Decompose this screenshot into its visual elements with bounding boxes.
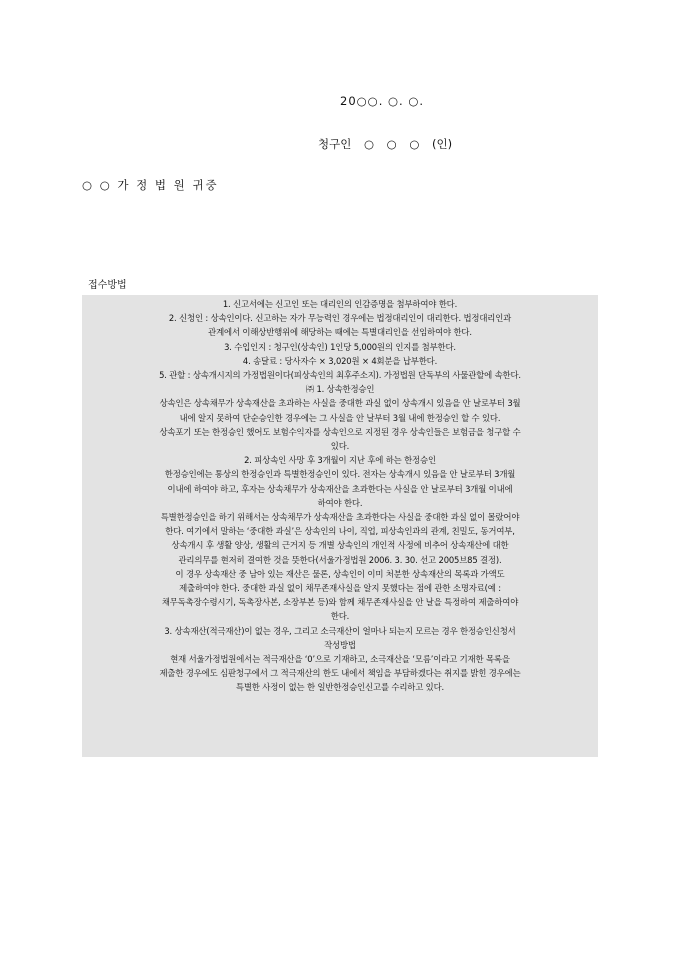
instruction-line: 이 경우 상속재산 중 남아 있는 재산은 물론, 상속인이 이미 처분한 상속재산의 목록과 가액도 xyxy=(175,568,505,579)
instruction-line: 한정승인에는 통상의 한정승인과 특별한정승인이 있다. 전자는 상속개시 있음을 안 날로부터 3개월 xyxy=(164,469,516,480)
instruction-line: 특별한정승인을 하기 위해서는 상속채무가 상속재산을 초과한다는 사실을 중대한 과실 없이 몰랐어야 xyxy=(160,512,520,523)
instruction-line: 1. 신고서에는 신고인 또는 대리인의 인감증명을 첨부하여야 한다. xyxy=(222,299,458,309)
instruction-line: 한다. 여기에서 말하는 ‘중대한 과실’은 상속인의 나이, 직업, 피상속인과의 관계, 친밀도, 동거여부, xyxy=(165,526,515,537)
filing-instructions-box xyxy=(82,295,598,757)
instruction-line: 현재 서울가정법원에서는 적극재산을 ‘0’으로 기재하고, 소극재산을 ‘모름’이라고 기재한 목록을 xyxy=(170,654,510,665)
instruction-line: 3. 상속재산(적극재산)이 없는 경우, 그리고 소극재산이 얼마나 되는지 모르는 경우 한정승인신청서 xyxy=(164,625,516,636)
instruction-line: 제출한 경우에도 심판청구에서 그 적극재산의 한도 내에서 책임을 부담하겠다는 취지를 밝힌 경우에는 xyxy=(159,668,521,679)
instruction-line: 제출하여야 한다. 중대한 과실 없이 채무존재사실을 알지 못했다는 점에 관한 소명자료(예 : xyxy=(179,583,501,594)
instruction-line: 4. 송달료 : 당사자수 × 3,020원 × 4회분을 납부한다. xyxy=(242,355,438,366)
instruction-line: 한다. xyxy=(330,611,350,622)
instruction-line: 관리의무를 현저히 결여한 것을 뜻한다(서울가정법원 2006. 3. 30. 선고 2005브85 결정). xyxy=(178,554,502,565)
instruction-line: 5. 관할 : 상속개시지의 가정법원이다(피상속인의 최후주소지). 가정법원 단독부의 사물관할에 속한다. xyxy=(159,370,521,381)
instruction-line: 작성방법 xyxy=(324,639,356,650)
instruction-line: 2. 신청인 : 상속인이다. 신고하는 자가 무능력인 경우에는 법정대리인이 대리한다. 법정대리인과 xyxy=(168,313,512,324)
instruction-line: 이내에 하여야 하고, 후자는 상속채무가 상속재산을 초과한다는 사실을 안 날로부터 3개월 이내에 xyxy=(167,483,513,494)
instruction-line: ㈜ 1. 상속한정승인 xyxy=(305,384,375,395)
instruction-line: 상속포기 또는 한정승인 했어도 보험수익자를 상속인으로 지정된 경우 상속인들은 보험금을 청구할 수 xyxy=(159,426,521,437)
instruction-line: 상속인은 상속채무가 상속재산을 초과하는 사실을 중대한 과실 없이 상속개시 있음을 안 날로부터 3월 xyxy=(159,398,521,409)
instruction-line: 상속개시 후 생활 양상, 생활의 근거지 등 개별 상속인의 개인적 사정에 비추어 상속재산에 대한 xyxy=(171,540,509,551)
court-addressee: ○ ○ 가 정 법 원 귀중 xyxy=(82,178,219,192)
applicant-signature-line: 청구인 ○ ○ ○ (인) xyxy=(318,137,453,151)
section-title: 접수방법 xyxy=(88,280,127,291)
instruction-line: 특별한 사정이 없는 한 일반한정승인신고를 수리하고 있다. xyxy=(235,682,445,693)
instruction-line: 내에 알지 못하여 단순승인한 경우에는 그 사실을 안 날부터 3월 내에 한정승인 할 수 있다. xyxy=(179,412,501,423)
instruction-line: 있다. xyxy=(330,441,350,452)
date-line: 20○○. ○. ○. xyxy=(340,94,425,108)
instruction-line: 관계에서 이해상반행위에 해당하는 때에는 특별대리인을 선임하여야 한다. xyxy=(208,327,472,338)
instruction-line: 3. 수입인지 : 청구인(상속인) 1인당 5,000원의 인지를 첨부한다. xyxy=(224,341,456,352)
instruction-line: 2. 피상속인 사망 후 3개월이 지난 후에 하는 한정승인 xyxy=(244,455,436,466)
instruction-line: 채무독촉장수령시기, 독촉장사본, 소장부본 등)와 함께 채무존재사실을 안 날을 특정하여 제출하여야 xyxy=(161,597,519,608)
instruction-line: 하여야 한다. xyxy=(317,497,363,508)
